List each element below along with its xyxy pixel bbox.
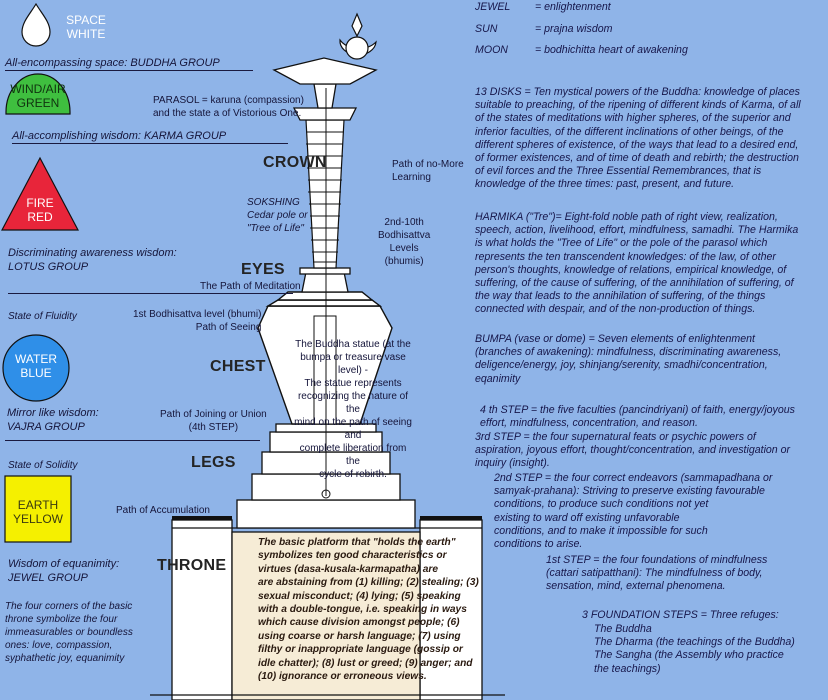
platform-text: The basic platform that "holds the earth" symbolizes ten good characteristics or virtues (dasa-kusala-karmapatha) are are abstaining from (1) killing; (2) stealing; (3) sexual misconduct; (4) lying; (5) speaking with a double-tongue, i.e. speaking in ways which cause division amongst people; (6) using coarse or harsh language; (7) using filthy or inappropriate language (gossip or idle chatter); (8) lust or greed; (9) anger; and (10) ignorance or erroneous views. — [258, 537, 479, 683]
vajra-rule — [5, 440, 260, 441]
jewel-group: Wisdom of equanimity: JEWEL GROUP — [8, 558, 120, 584]
no-more-learning-label: Path of no-More Learning — [392, 159, 464, 183]
step2-note: 2nd STEP = the four correct endeavors (sammapadhana or samyak-prahana): Striving to preserve existing favourable conditions, to produce such conditions not yet existing to ward off existing unfavorable conditions, and to make it impossible for such conditions to arise. — [494, 472, 773, 551]
step4-note: 4 th STEP = the five faculties (pancindriyani) of faith, energy/joyous effort, mindfulness, concentration, and reason. — [480, 404, 795, 430]
sun-legend-meaning: = prajna wisdom — [535, 23, 613, 35]
earth-label: EARTH YELLOW — [12, 498, 63, 526]
meditation-rule — [200, 293, 292, 294]
seeing-label: 1st Bodhisattva level (bhumi) Path of Seeing — [133, 309, 262, 333]
statue-text: The Buddha statue (at the bumpa or treasure vase level) - The statue represents recognizing the nature of the mind on the path of seeing and complete liberation from the cycle of rebirth. — [294, 339, 412, 480]
crown-heading: CROWN — [263, 154, 327, 171]
bhumis-label: 2nd-10th Bodhisattva Levels (bhumis) — [378, 217, 431, 267]
corners-note: The four corners of the basic throne symbolize the four immeasurables or boundless ones: love, compassion, syphathetic joy, equanimity — [5, 601, 133, 664]
spire-disks — [306, 120, 344, 268]
space-drop-shape — [22, 4, 50, 46]
buddha-rule — [5, 70, 253, 71]
union-label: Path of Joining or Union (4th STEP) — [160, 409, 267, 433]
accumulation-label: Path of Accumulation — [116, 505, 210, 516]
sun-moon-jewel — [340, 14, 376, 59]
harmika-note: HARMIKA ("Tre")= Eight-fold noble path of right view, realization, speech, action, livelihood, effort, mindfulness, samadhi. The Harmika is what holds the "Tree of Life" or the pole of the parasol which represents the ten transcendent knowledges: of the law, of other person's thoughts, knowledge of relations, empirical knowledge, of suffering, of the cause of suffering, of the annihilation of suffering, of the way that leads to the annihilation of suffering, of the things connected with despair, and of the non-production of things. — [475, 211, 799, 316]
fire-label: FIRE RED — [26, 196, 54, 224]
vajra-group: Mirror like wisdom: VAJRA GROUP — [7, 407, 99, 433]
throne-heading: THRONE — [157, 557, 227, 574]
foundation-title: 3 FOUNDATION STEPS = Three refuges: — [582, 609, 779, 621]
wind-label: WIND/AIR GREEN — [10, 82, 66, 110]
karma-group: All-accomplishing wisdom: KARMA GROUP — [12, 130, 227, 142]
jewel-legend-term: JEWEL — [475, 1, 511, 13]
lotus-group: Discriminating awareness wisdom: LOTUS GROUP — [8, 247, 177, 273]
moon-legend-meaning: = bodhichitta heart of awakening — [535, 44, 688, 56]
disks-note: 13 DISKS = Ten mystical powers of the Buddha: knowledge of places suitable to preaching, of the ripening of different kinds of Karma, of all of the states of meditations with higher spheres, of the superior and inferior faculties, of the different inclinations of other beings, of the different spheres of existence, of the ways that lead to a desired end, of former existences, and of time of death and rebirth; the destruction of evil forces and the Three Essential Remembrances, that is knowledge of the three times: past, present, and future. — [475, 86, 801, 191]
jewel-legend-meaning: = enlightenment — [535, 1, 611, 13]
bumpa-note: BUMPA (vase or dome) = Seven elements of enlightenment (branches of awakening): mindfulness, discriminating awareness, deligence/energy, joy, shinjang/serenity, smadhi/concentration, eqanimity — [475, 333, 782, 385]
eyes-heading: EYES — [241, 261, 285, 278]
meditation-label: The Path of Meditation — [200, 281, 301, 292]
solidity-label: State of Solidity — [8, 460, 78, 471]
karma-rule — [12, 143, 288, 144]
foundation-items: The Buddha The Dharma (the teachings of the Buddha) The Sangha (the Assembly who practice the teachings) — [594, 623, 795, 675]
space-label: SPACE WHITE — [66, 13, 106, 41]
fluidity-label: State of Fluidity — [8, 311, 77, 322]
moon-legend-term: MOON — [475, 44, 508, 56]
legs-heading: LEGS — [191, 454, 236, 471]
step3-note: 3rd STEP = the four supernatural feats or psychic powers of aspiration, joyous effort, thought/concentration, and investigation or inquiry (insight). — [475, 431, 791, 470]
harmika — [300, 268, 350, 292]
sun-legend-term: SUN — [475, 23, 498, 35]
chest-heading: CHEST — [210, 358, 266, 375]
buddha-group: All-encompassing space: BUDDHA GROUP — [5, 57, 220, 69]
step1-note: 1st STEP = the four foundations of mindfulness (cattari satipatthani): The mindfulness of body, sensation, mind, external phenomena. — [546, 554, 768, 593]
sokshing-label: SOKSHING Cedar pole or "Tree of Life" — [247, 197, 308, 234]
parasol-label: PARASOL = karuna (compassion) and the state a of Vistorious One. — [153, 95, 304, 119]
water-label: WATER BLUE — [15, 352, 57, 380]
